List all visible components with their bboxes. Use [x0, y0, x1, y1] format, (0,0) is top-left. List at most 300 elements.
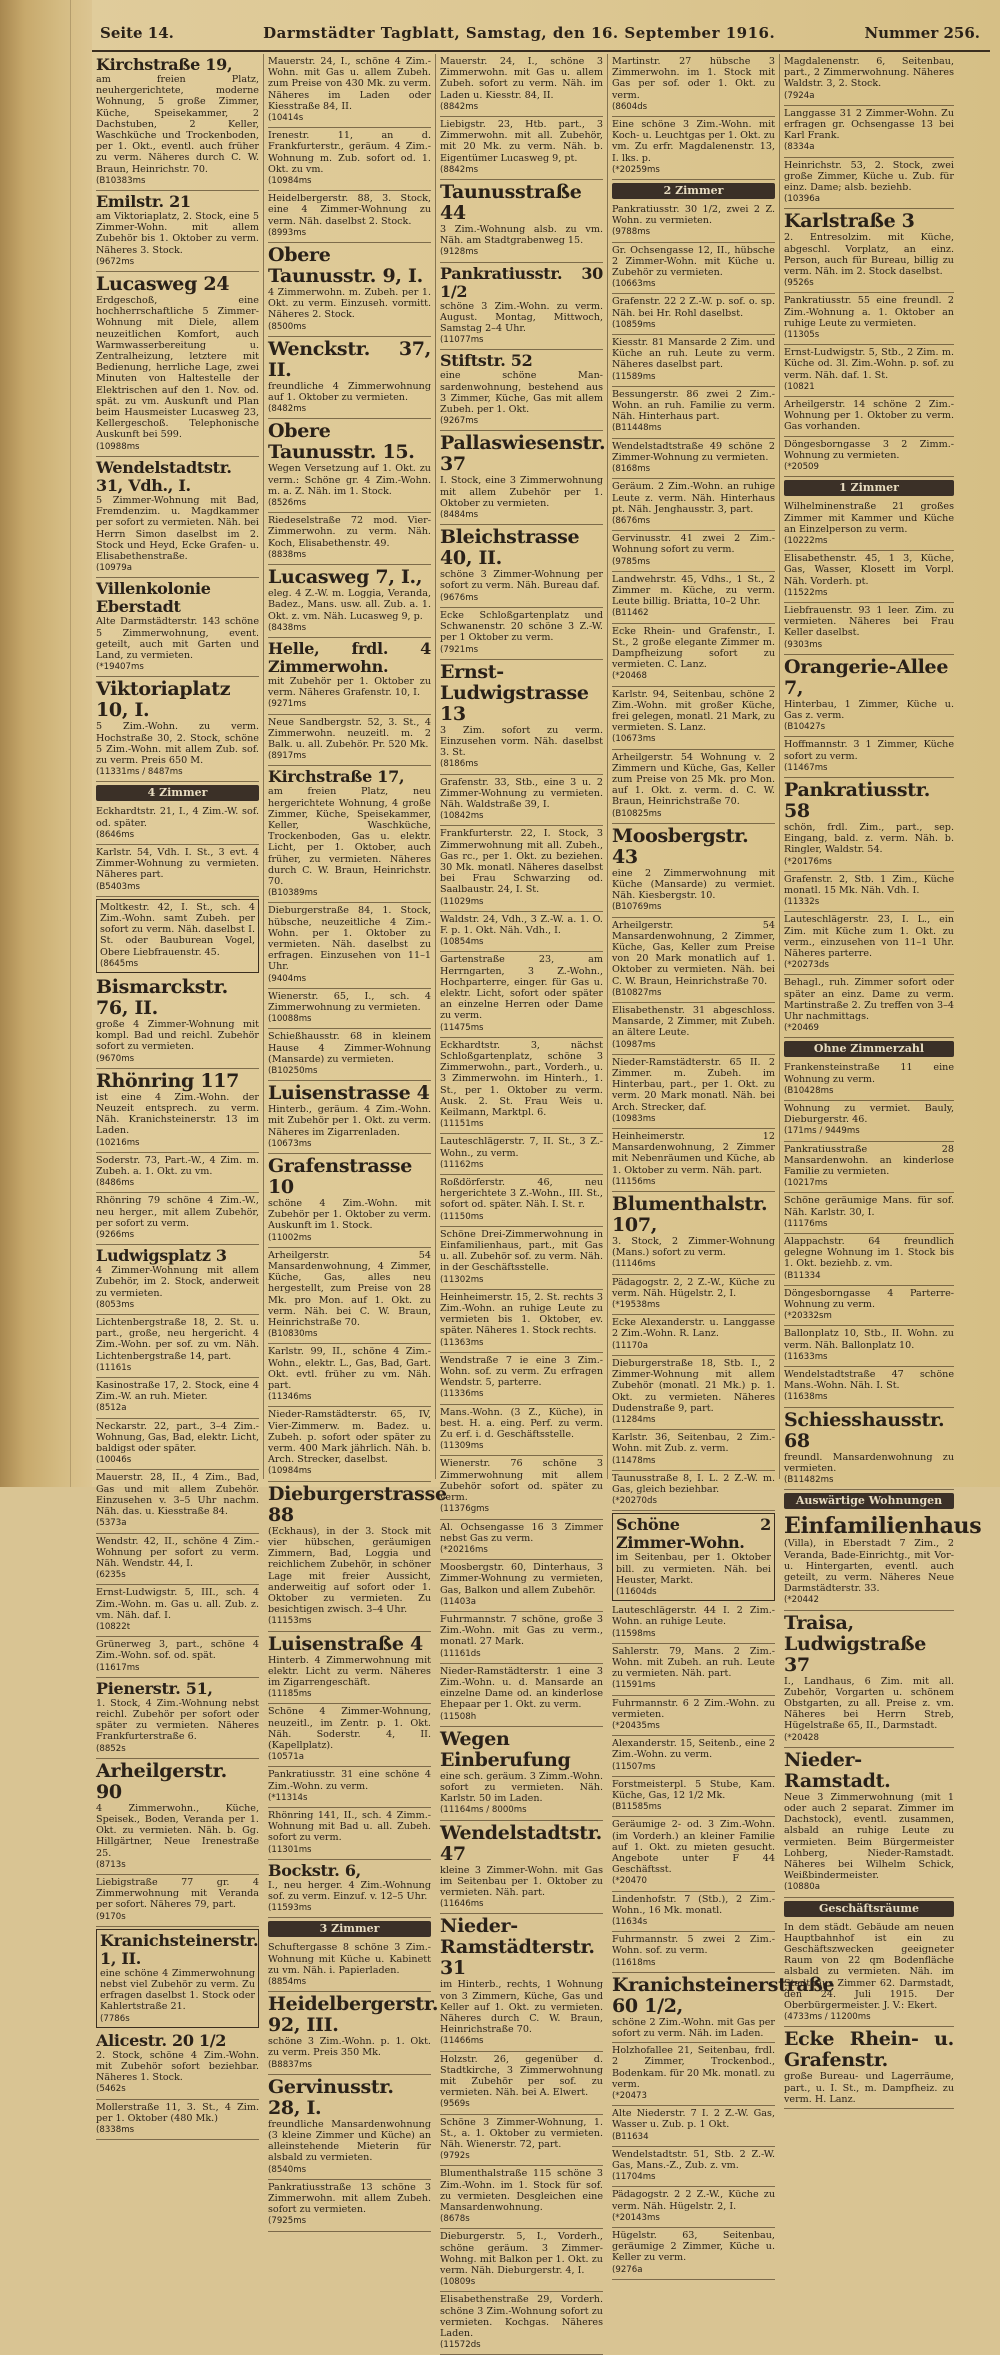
classified-ad	[96, 1678, 259, 1759]
classified-ad	[268, 243, 431, 337]
classified-ad	[268, 1860, 431, 1919]
ad-text: Mans.-Wohn. (3 Z., Küche), in best. H. a. eing. Perf. zu verm. Zu erf. i. d. Geschäftsstelle.	[440, 1406, 603, 1441]
ad-text: freundliche Mansardenwohnung (3 kleine Zimmer und Küche) an alleinstehende Mieterin für alsbald zu vermieten.	[268, 2118, 431, 2164]
classified-ad	[612, 531, 775, 572]
classified-ad	[440, 263, 603, 351]
ad-reference-code: (7921ms	[440, 644, 479, 655]
ad-reference-code: (11598ms	[612, 1628, 656, 1639]
ad-text: 3 Zim. sofort zu verm. Einzusehen vorm. Näh. daselbst 3. St.	[440, 724, 603, 759]
ad-text: Wegen Versetzung auf 1. Okt. zu verm.: Schöne gr. 4 Zim.-Wohn. m. a. Z. Näh. im 1. Stock.	[268, 463, 431, 497]
ad-headline: Kirchstraße 17,	[268, 767, 405, 787]
ad-headline: Obere Taunusstr. 15.	[268, 420, 415, 464]
ad-reference-code: (11633ms	[784, 1351, 828, 1362]
ad-headline: Grafenstrasse 10	[268, 1155, 412, 1199]
classified-ad	[612, 1356, 775, 1430]
ad-text: Arheilgerstr. 14 schöne 2 Zim.-Wohnung per 1. Oktober zu verm. Gas vorhanden.	[784, 399, 954, 433]
classified-ad	[268, 1482, 447, 1632]
ad-reference-code: (*20428	[784, 1732, 819, 1743]
ad-reference-code: (8500ms	[268, 321, 307, 332]
column-2	[264, 54, 447, 2227]
ad-reference-code: (11466ms	[440, 2036, 484, 2047]
ad-text: Sahlerstr. 79, Mans. 2 Zim.-Wohn. mit Zubeh. an ruh. Leute zu vermieten. Näh. part.	[612, 1645, 775, 1680]
ad-reference-code: (11646ms	[440, 1899, 484, 1910]
ad-reference-code: (11156ms	[612, 1176, 656, 1187]
classified-ad	[784, 437, 954, 478]
ad-text: Döngesborngasse 3 2 Zimm.-Wohnung zu vermieten.	[784, 438, 954, 461]
classified-ad	[268, 54, 431, 128]
classified-ad	[440, 525, 603, 608]
ad-reference-code: (10854ms	[440, 937, 484, 948]
classified-ad	[440, 54, 603, 117]
ad-headline: Bleichstrasse 40, II.	[440, 526, 580, 570]
classified-ad	[784, 209, 954, 293]
ad-text: Wendstr. 42, II., schöne 4 Zim.-Wohnung per sofort zu verm. Näh. Wendstr. 44, I.	[96, 1535, 259, 1569]
ad-reference-code: (9303ms	[784, 639, 823, 650]
classified-ad	[268, 1704, 431, 1767]
classified-ad	[612, 1315, 775, 1356]
ad-text: Ernst-Ludwigstr. 5, III., sch. 4 Zim.-Wohn. m. Gas u. all. Zub. z. vm. Näh. daf. I.	[96, 1587, 259, 1621]
ad-reference-code: (5462s	[96, 2084, 126, 2095]
ad-text: 4 Zimmerwohn. m. Zubeh. per 1. Okt. zu verm. Einzuseh. vormitt. Näheres 2. Stock.	[268, 287, 431, 321]
classified-ad	[440, 2292, 603, 2355]
ad-text: Mauerstr. 28, II., 4 Zim., Bad, Gas und mit allem Zubehör. Einzusehen v. 3–5 Uhr nachm. Näh. das. u. Kiesstraße 84.	[96, 1472, 259, 1518]
ad-text: Hinterb., geräum. 4 Zim.-Wohn. mit Zubehör per 1. Okt. zu verm. Näheres im Zigarrenladen.	[268, 1104, 431, 1138]
ad-headline: Einfamilienhaus	[784, 1513, 982, 1540]
ad-reference-code: (10216ms	[96, 1137, 140, 1148]
ad-text: Nieder-Ramstädterstr. 65, IV, Vier-Zimmerw. m. Badez. u. Zubeh. p. sofort oder später zu verm. 400 Mark jährlich. Näh. b. Arch. Strecker, daselbst.	[268, 1409, 431, 1466]
ad-reference-code: (11617ms	[96, 1662, 140, 1673]
ad-reference-code: (11162ms	[440, 1159, 484, 1170]
ad-text: Wienerstr. 76 schöne 3 Zimmerwohnung mit allem Zubehör sofort od. später zu verm.	[440, 1458, 603, 1504]
ad-text: Soderstr. 73, Part.-W., 4 Zim. m. Zubeh. a. 1. Okt. zu vm.	[96, 1154, 259, 1178]
ad-text: eine 2 Zimmerwohnung mit Küche (Mansarde) zu vermiet. Näh. Kiesbergstr. 10.	[612, 867, 775, 902]
classified-ad	[784, 293, 954, 345]
classified-ad	[268, 1344, 431, 1407]
ad-text: Karlstr. 99, II., schöne 4 Zim.-Wohn., elektr. L., Gas, Bad, Gart. Okt. evtl. früher zu vm. Näh. part.	[268, 1346, 431, 1392]
ad-headline: Wenckstr. 37, II.	[268, 337, 431, 381]
ad-text: eine schöne Mansardenwohnung, bestehend aus 3 Zimmer, Küche, Gas mit allem Zubeh. per 1. Okt.	[440, 370, 603, 416]
classified-ad	[612, 2106, 775, 2147]
ad-reference-code: (11164ms / 8000ms	[440, 1805, 527, 1816]
ad-text: 3. Stock, 2 Zimmer-Wohnung (Mans.) sofort zu verm.	[612, 1236, 775, 1259]
ad-text: Dieburgerstr. 5, I., Vorderh., schöne geräum. 3 Zimmer-Wohng. mit Balkon per 1. Okt. zu verm. Näh. Dieburgerstr. 4, I.	[440, 2231, 603, 2277]
ad-headline: Luisenstraße 4	[268, 1632, 423, 1655]
classified-ad	[612, 243, 775, 295]
ad-headline: Ernst-Ludwigstrasse 13	[440, 660, 589, 725]
ad-text: I., Landhaus, 6 Zim. mit all. Zubehör, Vorgarten u. schönem Obstgarten, zu all. Preise z. vm. Näheres bei Herrn Streb, Hügelstraße 65, II., Darmstadt.	[784, 1675, 954, 1732]
classified-ad	[612, 54, 775, 117]
ad-text: Frankfurterstr. 22, I. Stock, 3 Zimmerwohnung mit all. Zubeh., Gas rc., per 1. Okt. zu beziehen. 30 Mk. monatl. Näheres daselbst bei Frau Schwarzing od. Saalbaustr. 24, I. St.	[440, 828, 603, 896]
classified-ad	[784, 1060, 954, 1101]
ad-reference-code: (8512a	[96, 1403, 127, 1414]
ad-reference-code: (11029ms	[440, 896, 484, 907]
ad-text: Wilhelminenstraße 21 großes Zimmer mit Kammer und Küche an Einzelperson zu verm.	[784, 501, 954, 535]
classified-ad	[268, 1154, 431, 1248]
ad-text: freundliche 4 Zimmerwohnung auf 1. Oktober zu vermieten.	[268, 380, 431, 404]
classified-ad	[784, 1920, 954, 2028]
ad-text: 2. Stock, schöne 4 Zim.-Wohn. mit Zubehör sofort beziehbar. Näheres 1. Stock.	[96, 2049, 259, 2084]
ad-text: I., neu herger. 4 Zim.-Wohnung sof. zu verm. Einzuf. v. 12–5 Uhr.	[268, 1879, 431, 1902]
ad-headline: Stiftstr. 52	[440, 351, 533, 371]
ad-text: Bessungerstr. 86 zwei 2 Zim.-Wohn. an ruh. Familie zu verm. Näh. Hinterhaus part.	[612, 388, 775, 423]
ad-reference-code: (10222ms	[784, 535, 828, 546]
ad-reference-code: (*20468	[612, 671, 647, 682]
ad-text: Moosbergstr. 60, Dinterhaus, 3 Zimmer-Wohnung zu vermieten, Gas, Balkon und allem Zubehör.	[440, 1562, 603, 1596]
ad-reference-code: (8526ms	[268, 498, 307, 509]
ad-reference-code: (*20470	[612, 1876, 647, 1887]
page-header	[92, 24, 990, 52]
classified-ad	[96, 1470, 259, 1533]
ad-text: am Viktoriaplatz, 2. Stock, eine 5 Zimmer-Wohn. mit allem Zubehör bis 1. Oktober zu verm. Näheres 3. Stock.	[96, 211, 259, 256]
ad-reference-code: (B10250ms	[268, 1066, 318, 1076]
ad-text: Landwehrstr. 45, Vdhs., 1 St., 2 Zimmer m. Küche, zu verm. Leute billig. Briatta, 10–2 Uhr.	[612, 573, 775, 608]
classified-ad	[784, 872, 954, 913]
ad-reference-code: (11332s	[784, 897, 820, 908]
ad-text: Mollerstraße 11, 3. St., 4 Zim. per 1. Oktober (480 Mk.)	[96, 2101, 259, 2124]
ad-headline: Ecke Rhein- u. Grafenstr.	[784, 2028, 954, 2072]
ad-text: Gr. Ochsengasse 12, II., hübsche 2 Zimmer-Wohn. mit Küche u. Zubehör zu vermieten.	[612, 244, 775, 279]
ad-reference-code: (11376gms	[440, 1504, 489, 1515]
ad-text: Grafenstr. 22 2 Z.-W. p. sof. o. sp. Näh. bei Hr. Rohl daselbst.	[612, 296, 775, 319]
ad-reference-code: (11522ms	[784, 587, 828, 598]
ad-reference-code: (B11482ms	[784, 1475, 834, 1486]
ad-reference-code: (11150ms	[440, 1211, 484, 1222]
ad-text: am freien Platz, neu hergerichtete Wohnung, 4 große Zimmer, Küche, Speisekammer, Keller, Waschküche, Trockenboden, Gas u. elektr. Licht, per 1. Oktober, auch früher, zu vermieten. Näheres durch C. W. Braun, Heinrichstr. 70.	[268, 786, 431, 887]
ad-reference-code: (*20270ds	[612, 1496, 657, 1507]
ad-reference-code: (8852s	[96, 1743, 126, 1754]
ad-reference-code: (B11462	[612, 608, 649, 619]
section-heading: 4 Zimmer	[96, 785, 259, 801]
classified-ad	[612, 750, 775, 824]
ad-reference-code: (11638ms	[784, 1392, 828, 1403]
ad-text: Erdgeschoß, eine hochherrschaftliche 5 Zimmer-Wohnung mit Diele, allem neuzeitlichen Komfort, auch Warmwasserbereitung u. Zentralheizung, letztere mit Bedienung, herrliche Lage, zwei Minuten von Haltestelle der Elektrischen auf den 1. Nov. od. spät. zu vm. Auskunft und Plan beim Hausmeister Lucasweg 23, Kellergeschoß. Telephonische Auskunft bei 599.	[96, 295, 259, 441]
ad-headline: Karlstraße 3	[784, 210, 915, 233]
ad-headline: Kranichsteinerstraße 60 1/2,	[612, 1973, 835, 2017]
ad-reference-code: (11146ms	[612, 1259, 656, 1270]
ad-reference-code: (4733ms / 11200ms	[784, 2012, 871, 2023]
ad-reference-code: (11346ms	[268, 1392, 312, 1403]
classified-ad	[612, 1129, 775, 1192]
ad-reference-code: (11151ms	[440, 1119, 484, 1130]
ad-reference-code: (5373a	[96, 1518, 127, 1529]
ad-reference-code: (11301ms	[268, 1844, 312, 1855]
ad-text: Irenestr. 11, an d. Frankfurterstr., geräum. 4 Zim.-Wohnung m. Zub. sofort od. 1. Okt. zu vm.	[268, 130, 431, 175]
classified-ad	[612, 2043, 775, 2106]
ad-reference-code: (B11334	[784, 1270, 821, 1281]
classified-ad	[440, 1227, 603, 1290]
ad-reference-code: (8842ms	[440, 101, 479, 112]
classified-ad	[612, 335, 775, 387]
ad-text: schöne 3 Zim.-Wohn. p. 1. Okt. zu verm. Preis 350 Mk.	[268, 2036, 431, 2059]
ad-reference-code: (11507ms	[612, 1761, 656, 1772]
ad-text: Liebfrauenstr. 93 1 leer. Zim. zu vermieten. Näheres bei Frau Keller daselbst.	[784, 604, 954, 639]
classified-ad	[96, 1759, 259, 1875]
ad-reference-code: (B8837ms	[268, 2059, 312, 2070]
section-heading: 1 Zimmer	[784, 480, 954, 496]
classified-ad	[612, 1471, 775, 1512]
ad-text: Pankratiusstraße 13 schöne 3 Zimmerwohn. mit allem Zubeh. sofort zu vermieten.	[268, 2181, 431, 2216]
ad-reference-code: (7924a	[784, 90, 815, 101]
classified-ad	[440, 1664, 603, 1727]
classified-ad	[268, 419, 431, 513]
ad-reference-code: (*20332sm	[784, 1311, 832, 1322]
ad-text: Behagl., ruh. Zimmer sofort oder später an einz. Dame zu verm. Martinstraße 2. Zu treffen von 3–4 Uhr nachmittags.	[784, 977, 954, 1022]
classified-ad	[268, 1029, 431, 1081]
classified-ad	[268, 1940, 431, 1992]
classified-ad	[268, 1992, 439, 2075]
ad-reference-code: (11363ms	[440, 1337, 484, 1348]
section-heading: Ohne Zimmerzahl	[784, 1041, 954, 1057]
ad-reference-code: (10987ms	[612, 1039, 656, 1050]
classified-ad	[784, 345, 954, 397]
ad-text: Grafenstr. 2, Stb. 1 Zim., Küche monatl. 15 Mk. Näh. Vdh. I.	[784, 873, 954, 896]
ad-reference-code: (10979a	[96, 563, 132, 574]
classified-ad	[612, 439, 775, 480]
ad-text: Schöne Drei-Zimmerwohnung in Einfamilienhaus, part., mit Gas u. all. Zubehör sof. zu verm. Näh. in der Geschäftsstelle.	[440, 1228, 603, 1274]
ad-headline: Lucasweg 7, I.,	[268, 566, 423, 589]
ad-reference-code: (10673ms	[268, 1138, 312, 1149]
ad-text: 3 Zim.-Wohnung alsb. zu vm. Näh. am Stadtgrabenweg 15.	[440, 224, 603, 247]
ad-text: schön, frdl. Zim., part., sep. Eingang, bald. z. verm. Näh. b. Ringler, Waldstr. 54.	[784, 821, 954, 856]
ad-reference-code: (9404ms	[268, 973, 307, 984]
ad-text: Karlstr. 54, Vdh. I. St., 3 evt. 4 Zimmer-Wohnung zu vermieten. Näheres part.	[96, 846, 259, 881]
ad-reference-code: (11634s	[612, 1917, 648, 1928]
classified-ad	[440, 1038, 603, 1135]
ad-text: Wendelstadtstr. 51, Stb. 2 Z.-W. Gas, Mans.-Z., Zub. z. vm.	[612, 2148, 775, 2172]
classified-ad	[96, 2030, 259, 2100]
ad-reference-code: (B11448ms	[612, 423, 662, 434]
ad-text: Neckarstr. 22, part., 3–4 Zim.-Wohnung, Gas, Bad, elektr. Licht, baldigst oder später.	[96, 1420, 259, 1455]
classified-ad	[268, 1407, 431, 1481]
ad-text: Langgasse 31 2 Zimmer-Wohn. Zu erfragen gr. Ochsengasse 13 bei Karl Frank.	[784, 107, 954, 142]
classified-ad	[96, 578, 259, 677]
ad-headline: Schöne 2 Zimmer-Wohn.	[616, 1515, 771, 1553]
ad-headline: Heidelbergerstr. 92, III.	[268, 1993, 439, 2037]
classified-ad	[96, 1929, 259, 2028]
ad-reference-code: (10571a	[268, 1752, 304, 1763]
ad-text: Karlstr. 36, Seitenbau, 2 Zim.-Wohn. mit Zub. z. verm.	[612, 1432, 775, 1455]
ad-text: Hinterb. 4 Zimmerwohnung mit elektr. Licht zu verm. Näheres im Zigarrengeschäft.	[268, 1654, 431, 1688]
classified-ad	[268, 1081, 431, 1154]
ad-text: Ecke Rhein- und Grafenstr., I. St., 2 große elegante Zimmer m. Dampfheizung sofort zu vermieten. C. Lanz.	[612, 625, 775, 671]
ad-reference-code: (11508h	[440, 1711, 477, 1722]
ad-reference-code: (7925ms	[268, 2216, 307, 2227]
ad-headline: Orangerie-Allee 7,	[784, 655, 949, 699]
ad-text: Döngesborngasse 4 Parterre-Wohnung zu verm.	[784, 1287, 954, 1311]
ad-reference-code: (10414s	[268, 113, 304, 124]
classified-ad	[96, 1419, 259, 1471]
classified-ad	[96, 1069, 259, 1153]
classified-ad	[440, 1405, 603, 1457]
ad-text: Mauerstr. 24, I., schöne 4 Zim.-Wohn. mit Gas u. allem Zubeh. zum Preise von 430 Mk. zu verm. Näheres im Laden oder Kiesstraße 84, II.	[268, 56, 431, 112]
ad-reference-code: (B5403ms	[96, 881, 140, 892]
ad-headline: Rhönring 117	[96, 1069, 240, 1092]
ad-text: Lauteschlägerstr. 7, II. St., 3 Z.-Wohn., zu verm.	[440, 1136, 603, 1159]
classified-ad	[612, 1892, 775, 1933]
ad-text: Holzhofallee 21, Seitenbau, frdl. 2 Zimmer, Trockenbod., Bodenkam. für 20 Mk. monatl. zu verm.	[612, 2045, 775, 2090]
classified-ad	[440, 2115, 603, 2167]
ad-text: Wendelstadtstraße 47 schöne Mans.-Wohn. Näh. I. St.	[784, 1369, 954, 1392]
ad-text: schöne 4 Zim.-Wohn. mit Zubehör per 1. Oktober zu verm. Auskunft im 1. Stock.	[268, 1198, 431, 1232]
ad-headline: Luisenstrasse 4	[268, 1082, 430, 1105]
ad-reference-code: (11467ms	[784, 762, 828, 773]
ad-reference-code: (10988ms	[96, 441, 140, 452]
classified-ad	[268, 989, 431, 1030]
ad-text: Pädagogstr. 2, 2 Z.-W., Küche zu verm. Näh. Hügelstr. 2, I.	[612, 1276, 775, 1299]
classified-ad	[440, 1290, 603, 1353]
ad-reference-code: (10088ms	[268, 1014, 312, 1025]
ad-reference-code: (11403a	[440, 1596, 476, 1607]
ad-text: Eckhardtstr. 3, nächst Schloßgartenplatz, schöne 3 Zimmerwohn., part., Vorderh., u. 3 Zimmerwohn. im Hinterh., 1. St., per 1. Oktober zu verm. Ausk. 2. St. Frau Weis u. Keilmann, Marktpl. 6.	[440, 1039, 603, 1118]
ad-reference-code: (11618ms	[612, 1957, 656, 1968]
ad-reference-code: (11572ds	[440, 2340, 481, 2351]
ad-reference-code: (B10383ms	[96, 175, 146, 186]
classified-ad	[440, 1560, 603, 1612]
ad-headline: Bockstr. 6,	[268, 1860, 361, 1880]
ad-reference-code: (*20176ms	[784, 856, 832, 867]
ad-reference-code: (*20442	[784, 1595, 819, 1606]
ad-text: Arheilgerstr. 54 Mansardenwohnung, 2 Zimmer, Küche, Gas, Keller zum Preise von 20 Mark monatlich auf 1. Oktober zu vermieten. Näh. bei C. W. Braun, Heinrichstraße 70.	[612, 919, 775, 987]
issue-number: Nummer 256.	[864, 24, 980, 42]
ad-reference-code: (11161ds	[440, 1648, 481, 1659]
classified-ad	[96, 272, 259, 457]
classified-ad	[612, 1513, 775, 1601]
classified-ad	[784, 1611, 954, 1748]
ad-text: Elisabethenstr. 45, 1 3, Küche, Gas, Wasser, Klosett im Vorpl. Näh. Vorderh. pt.	[784, 553, 954, 587]
section-heading: 3 Zimmer	[268, 1921, 431, 1937]
ad-reference-code: (8540ms	[268, 2164, 307, 2175]
ad-reference-code: (*20273ds	[784, 960, 829, 971]
ad-text: Pädagogstr. 2 2 Z.-W., Küche zu verm. Näh. Hügelstr. 2, I.	[612, 2189, 775, 2212]
ad-reference-code: (B10827ms	[612, 987, 662, 998]
ad-reference-code: (8676ms	[612, 515, 651, 526]
ad-reference-code: (9271ms	[268, 699, 307, 710]
ad-text: Liebigstr. 23, Htb. part., 3 Zimmerwohn. mit all. Zubehör, mit 20 Mk. zu verm. Näh. b. Eigentümer Lucasweg 9, pt.	[440, 119, 603, 164]
ad-reference-code: (11176ms	[784, 1218, 828, 1229]
ad-reference-code: (B10428ms	[784, 1085, 834, 1096]
ad-text: Nieder-Ramstädterstr. 65 II. 2 Zimmer. m. Zubeh. im Hinterbau, part., per 1. Okt. zu verm. 20 Mark monatl. Näh. bei Arch. Strecker, daf.	[612, 1056, 775, 1113]
ad-text: kleine 3 Zimmer-Wohn. mit Gas im Seitenbau per 1. Oktober zu vermieten. Näh. part.	[440, 1864, 603, 1898]
ad-text: Hinterbau, 1 Zimmer, Küche u. Gas z. verm.	[784, 698, 954, 721]
ad-text: Magdalenenstr. 6, Seitenbau, part., 2 Zimmerwohnung. Näheres Waldstr. 3, 2. Stock.	[784, 56, 954, 90]
ad-text: Gartenstraße 23, am Herrngarten, 3 Z.-Wohn., Hochparterre, einger. für Gas u. elektr. Licht, sofort oder später an einzelne Herren oder Dame zu verm.	[440, 954, 603, 1022]
classified-ad	[96, 457, 259, 578]
ad-headline: Pallaswiesenstr. 37	[440, 432, 606, 476]
ad-reference-code: (8484ms	[440, 510, 479, 521]
classified-ad	[268, 2180, 431, 2232]
ad-headline: Bismarckstr. 76, II.	[96, 975, 228, 1019]
ad-text: Wohnung zu vermiet. Bauly, Dieburgerstr. 46.	[784, 1103, 954, 1126]
ad-text: Elisabethenstr. 31 abgeschloss. Mansarde, 2 Zimmer, mit Zubeh. an ältere Leute.	[612, 1005, 775, 1039]
classified-ad	[612, 624, 775, 687]
classified-ad	[268, 1248, 431, 1345]
classified-ad	[784, 1286, 954, 1327]
classified-ad	[440, 1727, 603, 1821]
ad-text: 2. Entresolzim. mit Küche, abgeschl. Vorplatz, an einz. Person, auch für Bureau, billig zu verm. Näh. im 2. Stock daselbst.	[784, 232, 954, 278]
ad-reference-code: (8482ms	[268, 404, 307, 415]
ad-text: 4 Zimmer-Wohnung mit allem Zubehör, im 2. Stock, anderweit zu vermieten.	[96, 1265, 259, 1299]
ad-text: große 4 Zimmer-Wohnung mit kompl. Bad und reichl. Zubehör sofort zu vermieten.	[96, 1018, 259, 1053]
classified-ad	[440, 1612, 603, 1664]
ad-headline: Helle, frdl. 4 Zimmerwohn.	[268, 638, 431, 676]
ad-headline: Pankratiusstr. 30 1/2	[440, 263, 603, 301]
ad-text: Wendstraße 7 ie eine 3 Zim.-Wohn. sof. zu verm. Zu erfragen Wendstr. 5, parterre.	[440, 1354, 603, 1389]
classified-ad	[268, 1767, 431, 1808]
ad-text: Heinrichstr. 53, 2. Stock, zwei große Zimmer, Küche u. Zub. für einz. Dame; alsb. beziehb.	[784, 159, 954, 194]
ad-text: Ballonplatz 10, Stb., II. Wohn. zu verm. Näh. Ballonplatz 10.	[784, 1328, 954, 1351]
ad-reference-code: (6235s	[96, 1570, 126, 1581]
ad-reference-code: (11704ms	[612, 2172, 656, 2183]
classified-ad	[612, 687, 775, 750]
ad-text: im Hinterb., rechts, 1 Wohnung von 3 Zimmern, Küche, Gas und Keller auf 1. Okt. zu vermieten. Näheres durch C. W. Braun, Heinrichstraße 70.	[440, 1979, 603, 2036]
classified-ad	[784, 54, 954, 106]
classified-ad	[784, 397, 954, 437]
classified-ad	[784, 1512, 982, 1610]
classified-ad	[440, 1353, 603, 1405]
ad-headline: Viktoriaplatz 10, I.	[96, 678, 231, 722]
classified-ad	[268, 2075, 431, 2180]
ad-text: Pankratiusstr. 31 eine schöne 4 Zim.-Wohn. zu verm.	[268, 1769, 431, 1792]
ad-reference-code: (10396a	[784, 194, 820, 205]
ad-text: Mauerstr. 24, I., schöne 3 Zimmerwohn. mit Gas u. allem Zubeh. sofort zu verm. Näh. im Laden u. Kiesstr. 84, II.	[440, 56, 603, 101]
ad-reference-code: (B11585ms	[612, 1802, 662, 1813]
ad-text: schöne 3 Zimmer-Wohnung per sofort zu verm. Näh. Bureau daf.	[440, 569, 603, 592]
classified-ad	[784, 499, 954, 551]
ad-reference-code: (B10825ms	[612, 808, 662, 819]
ad-text: Waldstr. 24, Vdh., 3 Z.-W. a. 1. O. F. p. 1. Okt. Näh. Vdh., I.	[440, 913, 603, 936]
ad-headline: Wegen Einberufung	[440, 1727, 571, 1771]
classified-ad	[96, 1315, 259, 1378]
classified-ad	[440, 2166, 603, 2229]
ad-headline: Lucasweg 24	[96, 273, 230, 296]
ad-text: Alte Niederstr. 7 I. 2 Z.-W. Gas, Wasser u. Zub. p. 1 Okt.	[612, 2108, 775, 2131]
classified-ad	[268, 1632, 431, 1705]
classified-ad	[784, 1408, 954, 1491]
ad-reference-code: (*20216ms	[440, 1544, 488, 1555]
ad-text: ist eine 4 Zim.-Wohn. der Neuzeit entsprech. zu verm. Näh. Kranichsteinerstr. 13 im Laden.	[96, 1091, 259, 1137]
ad-headline: Taunusstraße 44	[440, 181, 582, 225]
ad-text: Nieder-Ramstädterstr. 1 eine 3 Zim.-Wohn. u. d. Mansarde an einzelne Dame od. an kinderlose Ehepaar per 1. Okt. zu verm.	[440, 1665, 603, 1711]
ad-reference-code: (10822t	[96, 1621, 131, 1632]
ad-headline: Arheilgerstr. 90	[96, 1759, 227, 1803]
ad-reference-code: (*20509	[784, 462, 819, 473]
classified-ad	[612, 918, 775, 1003]
ad-headline: Obere Taunusstr. 9, I.	[268, 244, 423, 288]
classified-ad	[268, 903, 431, 988]
ad-reference-code: (11309ms	[440, 1441, 484, 1452]
classified-ad	[784, 1193, 954, 1234]
ad-reference-code: (11589ms	[612, 371, 656, 382]
ad-text: Rhönring 141, II., sch. 4 Zimm.-Wohnung mit Bad u. all. Zubeh. sofort zu verm.	[268, 1809, 431, 1844]
ad-reference-code: (8646ms	[96, 829, 135, 840]
ad-reference-code: (*19538ms	[612, 1300, 660, 1311]
ad-reference-code: (10983ms	[612, 1113, 656, 1124]
ad-reference-code: (*20259ms	[612, 164, 660, 175]
classified-ad	[96, 1153, 259, 1194]
page-number: Seite 14.	[100, 24, 174, 42]
ad-text: Forstmeisterpl. 5 Stube, Kam. Küche, Gas, 12 1/2 Mk.	[612, 1778, 775, 1801]
ad-text: Alappachstr. 64 freundlich gelegne Wohnung im 1. Stock bis 1. Okt. beziehb. z. vm.	[784, 1236, 954, 1270]
classified-ad	[96, 1534, 259, 1586]
classified-ad	[612, 1817, 775, 1891]
ad-reference-code: (8838ms	[268, 549, 307, 560]
ad-text: Alte Darmstädterstr. 143 schöne 5 Zimmerwohnung, event. geteilt, auch mit Garten und Land, zu vermieten.	[96, 616, 259, 661]
classified-ad	[612, 1777, 775, 1818]
classified-ad	[96, 975, 259, 1069]
ad-reference-code: (10984ms	[268, 1466, 312, 1477]
classified-ad	[612, 1275, 775, 1316]
ad-reference-code: (11478ms	[612, 1455, 656, 1466]
